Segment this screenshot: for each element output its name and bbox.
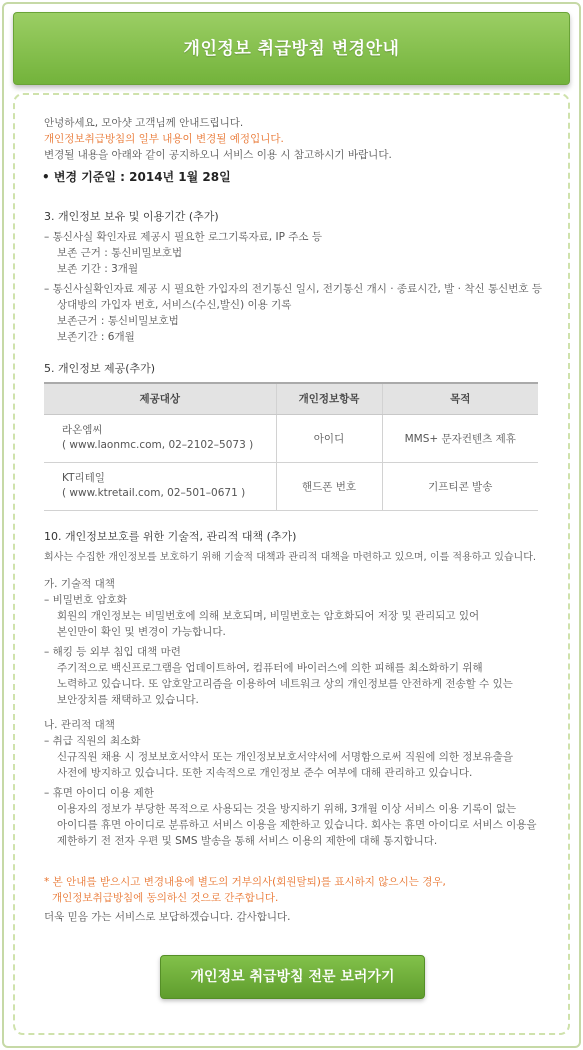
announce-text: 변경될 내용을 아래와 같이 공지하오니 서비스 이용 시 참고하시기 바랍니다. [44,149,392,161]
section3-line: – 통신사실 확인자료 제공시 필요한 로그기록자료, IP 주소 등 [44,231,323,243]
purpose-cell: MMS+ 문자컨텐츠 제휴 [382,414,538,462]
tech-line: 본인만이 확인 및 변경이 가능합니다. [57,626,226,638]
closing-text: 더욱 믿음 가는 서비스로 보답하겠습니다. 감사합니다. [44,911,291,923]
recipient-name: 라온엠씨 [62,424,103,436]
table-header-row [44,383,538,414]
table-header: 목적 [382,383,538,414]
change-notice-highlight: 개인정보취급방침의 일부 내용이 변경될 예정입니다. [44,133,284,145]
admin-line: 사전에 방지하고 있습니다. 또한 지속적으로 개인정보 준수 여부에 대해 관리하고 있습니다. [57,767,473,779]
consent-notice: 개인정보취급방침에 동의하신 것으로 간주합니다. [52,892,279,904]
table-header: 제공대상 [44,383,276,414]
tech-line: 보안장치를 채택하고 있습니다. [57,694,199,706]
recipient-cell [44,462,276,510]
section10-intro: 회사는 수집한 개인정보를 보호하기 위해 기술적 대책과 관리적 대책을 마련하고 있으며, 이를 적용하고 있습니다. [44,552,537,563]
admin-line: 신규직원 채용 시 정보보호서약서 또는 개인정보보호서약서에 서명함으로써 직원에 의한 정보유출을 [57,751,514,763]
section3-line: 보존근거 : 통신비밀보호법 [57,315,179,327]
recipient-contact: ( www.ktretail.com, 02–501–0671 ) [62,487,246,499]
tech-line: 주기적으로 백신프로그램을 업데이트하여, 컴퓨터에 바이러스에 의한 피해를 최소화하기 위해 [57,662,483,674]
provision-table [44,382,538,511]
section3-title: 3. 개인정보 보유 및 이용기간 (추가) [44,210,219,223]
recipient-name: KT리테일 [62,472,105,484]
view-full-policy-button[interactable]: 개인정보 취급방침 전문 보러가기 [160,955,425,999]
admin-line: – 취급 직원의 최소화 [44,735,141,747]
table-header: 개인정보항목 [276,383,382,414]
section3-line: 보존 기간 : 3개월 [57,263,139,275]
admin-line: – 휴면 아이디 이용 제한 [44,787,154,799]
recipient-contact: ( www.laonmc.com, 02–2102–5073 ) [62,439,254,451]
section3-line: 상대방의 가입자 번호, 서비스(수신,발신) 이용 기록 [57,299,292,311]
purpose-cell: 기프티콘 발송 [382,462,538,510]
tech-line: 노력하고 있습니다. 또 암호알고리즘을 이용하여 네트워크 상의 개인정보를 안전하게 전송할 수 있는 [57,678,513,690]
admin-measures-title: 나. 관리적 대책 [44,719,115,731]
table-row [44,462,538,510]
header-banner [13,12,570,85]
tech-line: – 비밀번호 암호화 [44,594,127,606]
table-row [44,414,538,462]
section5-title: 5. 개인정보 제공(추가) [44,362,156,375]
section10-title: 10. 개인정보보호를 위한 기술적, 관리적 대책 (추가) [44,530,297,543]
section3-line: 보존기간 : 6개월 [57,331,135,343]
consent-notice: * 본 안내를 받으시고 변경내용에 별도의 거부의사(회원탈퇴)를 표시하지 않으시는 경우, [44,876,446,888]
tech-line: 회원의 개인정보는 비밀번호에 의해 보호되며, 비밀번호는 암호화되어 저장 및 관리되고 있어 [57,610,480,622]
admin-line: 제한하기 전 전자 우편 및 SMS 발송을 통해 서비스 이용의 제한에 대해 통지합니다. [57,835,438,847]
info-item-cell: 핸드폰 번호 [276,462,382,510]
tech-measures-title: 가. 기술적 대책 [44,578,115,590]
admin-line: 이용자의 정보가 부당한 목적으로 사용되는 것을 방지하기 위해, 3개월 이상 서비스 이용 기록이 없는 [57,803,517,815]
base-date: • 변경 기준일 : 2014년 1월 28일 [42,170,231,184]
section3-line: – 통신사실확인자료 제공 시 필요한 가입자의 전기통신 일시, 전기통신 개시 · 종료시간, 발 · 착신 통신번호 등 [44,283,543,295]
page-title: 개인정보 취급방침 변경안내 [183,39,400,59]
tech-line: – 해킹 등 외부 침입 대책 마련 [44,646,181,658]
section3-line: 보존 근거 : 통신비밀보호법 [57,247,183,259]
recipient-cell [44,414,276,462]
admin-line: 아이디를 휴면 아이디로 분류하고 서비스 이용을 제한하고 있습니다. 회사는 휴면 아이디로 서비스 이용을 [57,819,537,831]
greeting-text: 안녕하세요, 모아샷 고객님께 안내드립니다. [44,117,244,129]
info-item-cell: 아이디 [276,414,382,462]
